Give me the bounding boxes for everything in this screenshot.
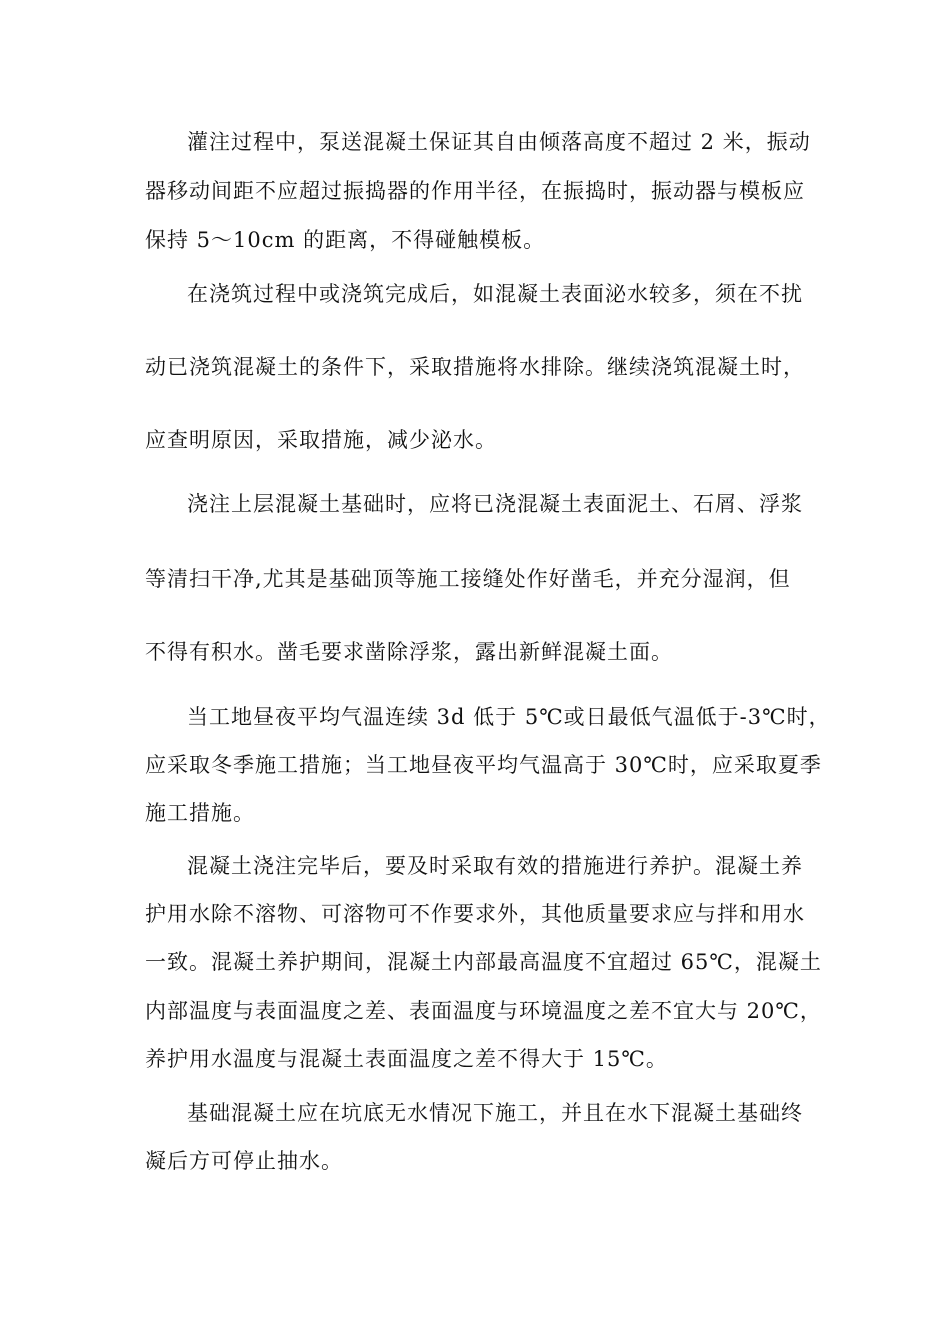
text-line: 基础混凝土应在坑底无水情况下施工，并且在水下混凝土基础终: [187, 1101, 803, 1125]
text-line: 不得有积水。凿毛要求凿除浮浆，露出新鲜混凝土面。: [145, 640, 673, 664]
text-line: 浇注上层混凝土基础时，应将已浇混凝土表面泥土、石屑、浮浆: [187, 492, 803, 516]
text-line: 在浇筑过程中或浇筑完成后，如混凝土表面泌水较多，须在不扰: [187, 282, 803, 306]
text-line: 保持 5～10cm 的距离，不得碰触模板。: [145, 228, 546, 252]
text-line: 当工地昼夜平均气温连续 3d 低于 5℃或日最低气温低于-3℃时，: [187, 705, 831, 729]
text-line: 凝后方可停止抽水。: [145, 1149, 343, 1173]
text-line: 应查明原因，采取措施，减少泌水。: [145, 428, 497, 452]
text-line: 动已浇筑混凝土的条件下，采取措施将水排除。继续浇筑混凝土时，: [145, 355, 805, 379]
text-line: 应采取冬季施工措施；当工地昼夜平均气温高于 30℃时，应采取夏季: [145, 753, 822, 777]
text-line: 混凝土浇注完毕后，要及时采取有效的措施进行养护。混凝土养: [187, 854, 803, 878]
text-line: 一致。混凝土养护期间，混凝土内部最高温度不宜超过 65℃，混凝土: [145, 950, 822, 974]
text-line: 护用水除不溶物、可溶物可不作要求外，其他质量要求应与拌和用水: [145, 902, 805, 926]
text-line: 等清扫干净,尤其是基础顶等施工接缝处作好凿毛，并充分湿润，但: [145, 567, 791, 591]
text-line: 施工措施。: [145, 801, 255, 825]
text-line: 灌注过程中，泵送混凝土保证其自由倾落高度不超过 2 米，振动: [187, 130, 811, 154]
text-line: 内部温度与表面温度之差、表面温度与环境温度之差不宜大与 20℃，: [145, 999, 822, 1023]
text-line: 养护用水温度与混凝土表面温度之差不得大于 15℃。: [145, 1047, 668, 1071]
text-line: 器移动间距不应超过振捣器的作用半径，在振捣时，振动器与模板应: [145, 179, 805, 203]
